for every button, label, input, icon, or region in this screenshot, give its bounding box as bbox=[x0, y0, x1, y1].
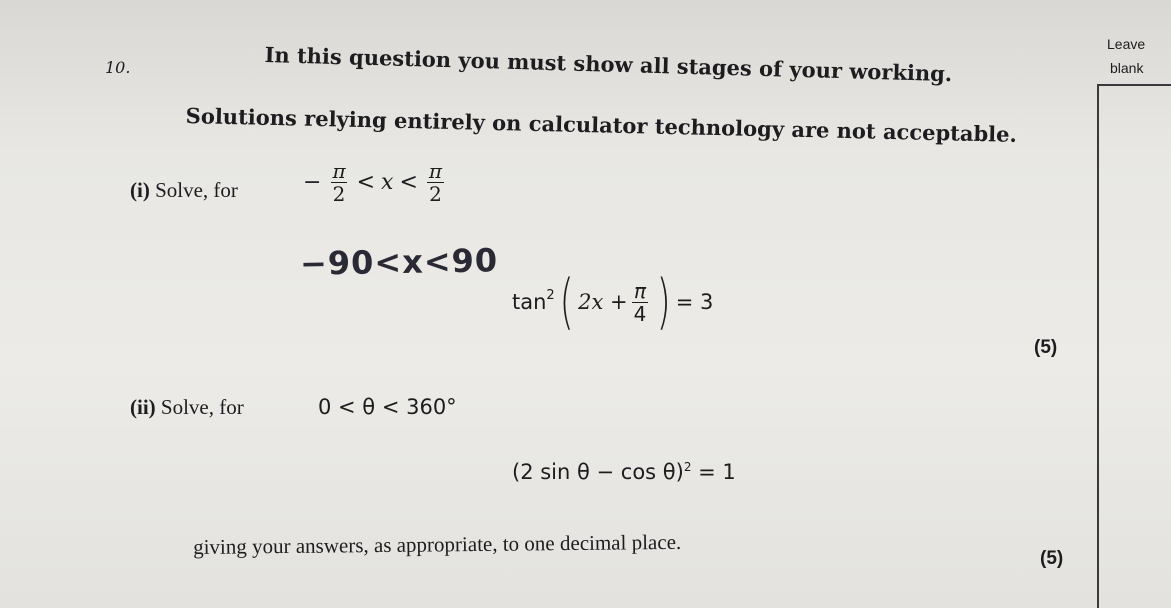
eq-rhs: = 3 bbox=[675, 290, 714, 314]
range-upper-num: π bbox=[428, 159, 443, 183]
range-lower-den: 2 bbox=[332, 182, 346, 206]
question-number: 10. bbox=[105, 58, 131, 77]
range-lt-1: < bbox=[356, 170, 376, 195]
part-i-marks: (5) bbox=[1034, 337, 1058, 358]
eq-frac-num: π bbox=[633, 278, 646, 303]
eq2-rhs: = 1 bbox=[691, 460, 736, 484]
part-i-lead: Solve, for bbox=[155, 178, 238, 202]
eq-frac-den: 4 bbox=[633, 301, 647, 326]
range-upper-fraction bbox=[424, 160, 447, 205]
part-ii-equation bbox=[512, 460, 736, 484]
range-upper-den: 2 bbox=[429, 182, 442, 206]
margin-label-blank: blank bbox=[1110, 60, 1144, 76]
handwritten-working: −90<x<90 bbox=[299, 241, 499, 283]
range-lt-2: < bbox=[399, 170, 418, 195]
part-ii-range: 0 < θ < 360° bbox=[318, 395, 457, 419]
part-i-range bbox=[300, 160, 450, 205]
margin-label-leave: Leave bbox=[1107, 36, 1146, 52]
eq-fraction bbox=[632, 280, 649, 325]
part-ii-label: (ii) bbox=[130, 395, 156, 419]
eq2-base: (2 sin θ − cos θ) bbox=[512, 460, 684, 484]
left-paren: ( bbox=[559, 267, 574, 337]
right-paren: ) bbox=[657, 267, 672, 337]
part-ii-lead: Solve, for bbox=[160, 395, 244, 419]
eq-power: 2 bbox=[546, 287, 555, 303]
eq2-power: 2 bbox=[683, 460, 692, 474]
eq-func: tan bbox=[512, 290, 547, 314]
part-ii-heading bbox=[130, 395, 244, 420]
instruction-calculator: Solutions relying entirely on calculator technology are not acceptable. bbox=[185, 103, 1018, 147]
part-i-label: (i) bbox=[130, 178, 150, 202]
range-variable: x bbox=[381, 170, 394, 195]
range-minus: − bbox=[303, 170, 322, 195]
margin-border-line bbox=[1097, 84, 1099, 608]
instruction-working: In this question you must show all stages of your working. bbox=[264, 42, 953, 87]
part-ii-marks: (5) bbox=[1040, 548, 1064, 569]
margin-border-top bbox=[1097, 84, 1171, 86]
part-i-equation bbox=[512, 267, 714, 337]
part-i-heading bbox=[130, 178, 238, 203]
range-lower-fraction bbox=[327, 160, 350, 205]
range-lower-num: π bbox=[332, 159, 346, 183]
eq-inner-left: 2x + bbox=[578, 290, 628, 314]
part-ii-note: giving your answers, as appropriate, to one decimal place. bbox=[193, 529, 682, 559]
